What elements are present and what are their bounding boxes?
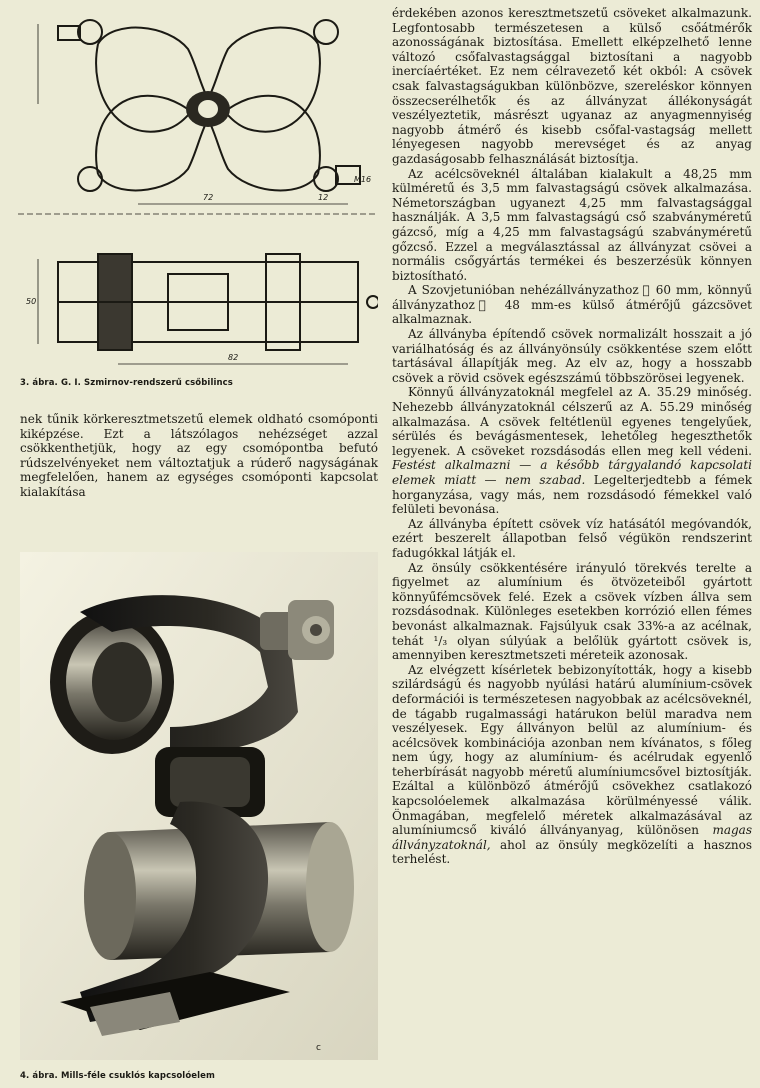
paragraph-7: Az önsúly csökkentésére irányuló törekvés terelte a figyelmet az alumínium és ötvözeteiből gyártott könnyűfémcsövek felé. Ezek a csövek vízben állva sem rozsdásodnak. Különleges esetekben korrózió ellen fémes bevonást alkalmaznak. Fajsúlyuk csak 33%-a az acélnak, tehát ¹/₃ olyan súlyúak a belőlük gyártott csövek is, amennyiben keresztmetszeti méreteik azonosak. — [392, 560, 752, 663]
paragraph-5-end: Legelterjedtebb a fémek horganyzása, vagy más, nem rozsdásodó fémekkel való felületi bevonása. — [392, 473, 752, 517]
dimension-82: 82 — [228, 353, 239, 362]
paragraph-8-end: ahol az önsúly megközelíti a hasznos terhelést. — [392, 837, 752, 867]
dimension-50: 50 — [26, 297, 37, 306]
paragraph-2: Az acélcsöveknél általában kialakult a 48,25 mm külméretű és 3,5 mm falvastagságú csövek alkalmazása. Németországban ugyanezt 4,25 mm falvastagsággal használják. A 3,5 mm falvastagságú cső szabványméretű gázcső, míg a 4,25 mm falvastagságú szabványméretű gőzcső. Ezzel a megválasztással az állványzat csövei a normális csőgyártás termékei és beszerzésük könnyen biztosítható. — [392, 166, 752, 283]
paragraph-5-text: Könnyű állványzatoknál megfelel az A. 35.29 minőség. Nehezebb állványzatoknál célszerű az A. 55.29 minőség alkalmazása. A csövek feltétlenül egyenes tengelyűek, sérülés és bevágásmentesek, lehetőleg hegeszthetők legyenek. A csöveket rozsdásodás ellen meg kell védeni. — [392, 385, 752, 458]
dimension-72: 72 — [203, 193, 214, 202]
figure-4-photo — [20, 552, 378, 1060]
figure-4-caption: 4. ábra. Mills-féle csuklós kapcsolóelem — [20, 1071, 215, 1081]
paragraph-8 — [392, 663, 752, 867]
paragraph-6: Az állványba épített csövek víz hatásától megóvandók, ezért beszerelt állapotban felső végükön rendszerint fadugókkal látják el. — [392, 516, 752, 560]
left-paragraph: nek tűnik körkeresztmetszetű elemek oldható csomóponti kiképzése. Ezt a látszólagos nehézséget azzal csökkenthetjük, hogy az egy csomópontba befutó rúdszelvényeket nem változtatjuk a rúderő nagyságának megfelelően, hanem az egységes csomóponti kapcsolat kialakítása — [20, 412, 378, 499]
paragraph-3: A Szovjetunióban nehézállványzathoz ⃠ 60 mm, könnyű állványzathoz ⃠ 48 mm-es külső átmérőjű gázcsövet alkalmaznak. — [392, 283, 752, 327]
svg-text:c: c — [316, 1043, 321, 1053]
right-column — [392, 0, 752, 1088]
paragraph-1: érdekében azonos keresztmetszetű csöveket alkalmazunk. Legfontosabb természetesen a külső csőátmérők azonosságának biztosítása. Emellett elképzelhető lenne változó csőfalvastagsággal biztosítani a nagyobb inercíaértéket. Ez nem célravezető két okból: A csövek csak falvastagságukban különbözve, szereléskor könnyen összecserélhetők és az állványzat állékonyságát veszélyeztetik, másrészt ugyanaz az anyagmennyiség nagyobb átmérő és kisebb csőfal-vastagság mellett lényegesen nagyobb merevséget és az anyag gazdaságosabb felhasználását biztosítja. — [392, 6, 752, 166]
paragraph-8-text: Az elvégzett kísérletek bebizonyították, hogy a kisebb szilárdságú és nagyobb nyúlási határú alumínium-csövek deformációi is természetesen nagyobbak az acélcsöveknél, de tágabb rugalmassági határukon belül maradva nem veszélyesek. Egy állványon belül az alumínium- és acélcsövek kombinációja azonban nem kívánatos, s főleg nem úgy, hogy az alumínium- és acélrudak egyenlő teherbírását nagyobb méretű alumíniumcsővel biztosítják. Ezáltal a különböző átmérőjű csövekhez csatlakozó kapcsolóelemek alkalmazása körülményessé válik. Önmagában, megfelelő méretek alkalmazásával az alumíniumcső kiváló állványanyag, különösen — [392, 662, 752, 838]
paragraph-5-italic: Festést alkalmazni — a később tárgyalandó kapcsolati elemek miatt — nem szabad. — [392, 458, 752, 487]
paragraph-4: Az állványba építendő csövek normalizált hosszait a jó variálhatóság és az állványönsúly csökkentése szem előtt tartásával állapítják meg. Az elv az, hogy a hosszabb csövek a rövid csövek egészszámú többszörösei legyenek. — [392, 327, 752, 385]
left-text-block — [20, 412, 378, 500]
dimension-12: 12 — [318, 193, 329, 202]
dimension-m16: M16 — [354, 175, 372, 184]
right-text-block — [392, 6, 752, 867]
paragraph-5 — [392, 385, 752, 516]
figure-3-caption: 3. ábra. G. I. Szmirnov-rendszerű csőbilincs — [20, 378, 233, 388]
figure-3-drawing — [18, 4, 378, 374]
paragraph-8-italic: magas állványzatoknál, — [392, 823, 752, 852]
